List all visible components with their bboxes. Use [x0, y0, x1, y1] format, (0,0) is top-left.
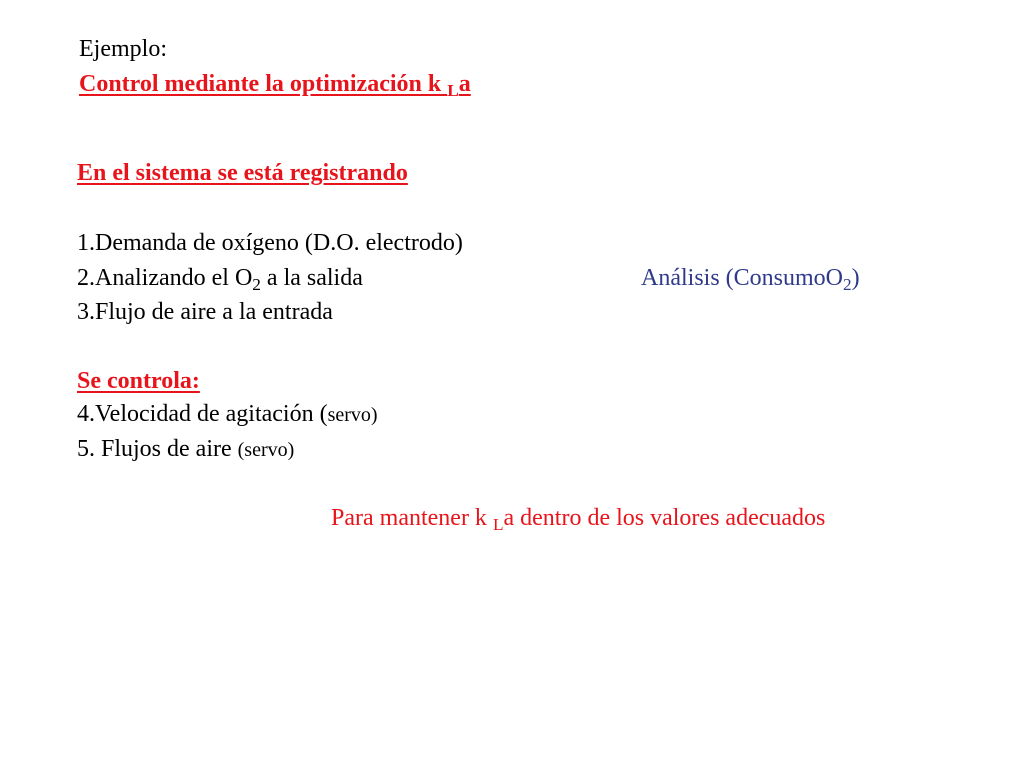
conclusion-text: Para mantener k $_L$a dentro de los valores adecuados: [331, 505, 826, 534]
section-heading-registering: En el sistema se está registrando: [77, 160, 408, 186]
example-label: Ejemplo:: [79, 36, 167, 62]
list-item-1: 1.Demanda de oxígeno (D.O. electrodo): [77, 230, 463, 256]
slide-title: Control mediante la optimización k $_L$a: [79, 71, 471, 100]
analysis-note: Análisis (ConsumoO$_2$): [641, 265, 860, 294]
list-item-2: 2.Analizando el $O_2$ a la salida: [77, 265, 363, 294]
section-heading-controlled: Se controla:: [77, 368, 200, 394]
list-item-4: 4.Velocidad de agitación (servo): [77, 401, 378, 427]
list-item-5: 5. Flujos de aire (servo): [77, 436, 295, 462]
list-item-3: 3.Flujo de aire a la entrada: [77, 299, 333, 325]
